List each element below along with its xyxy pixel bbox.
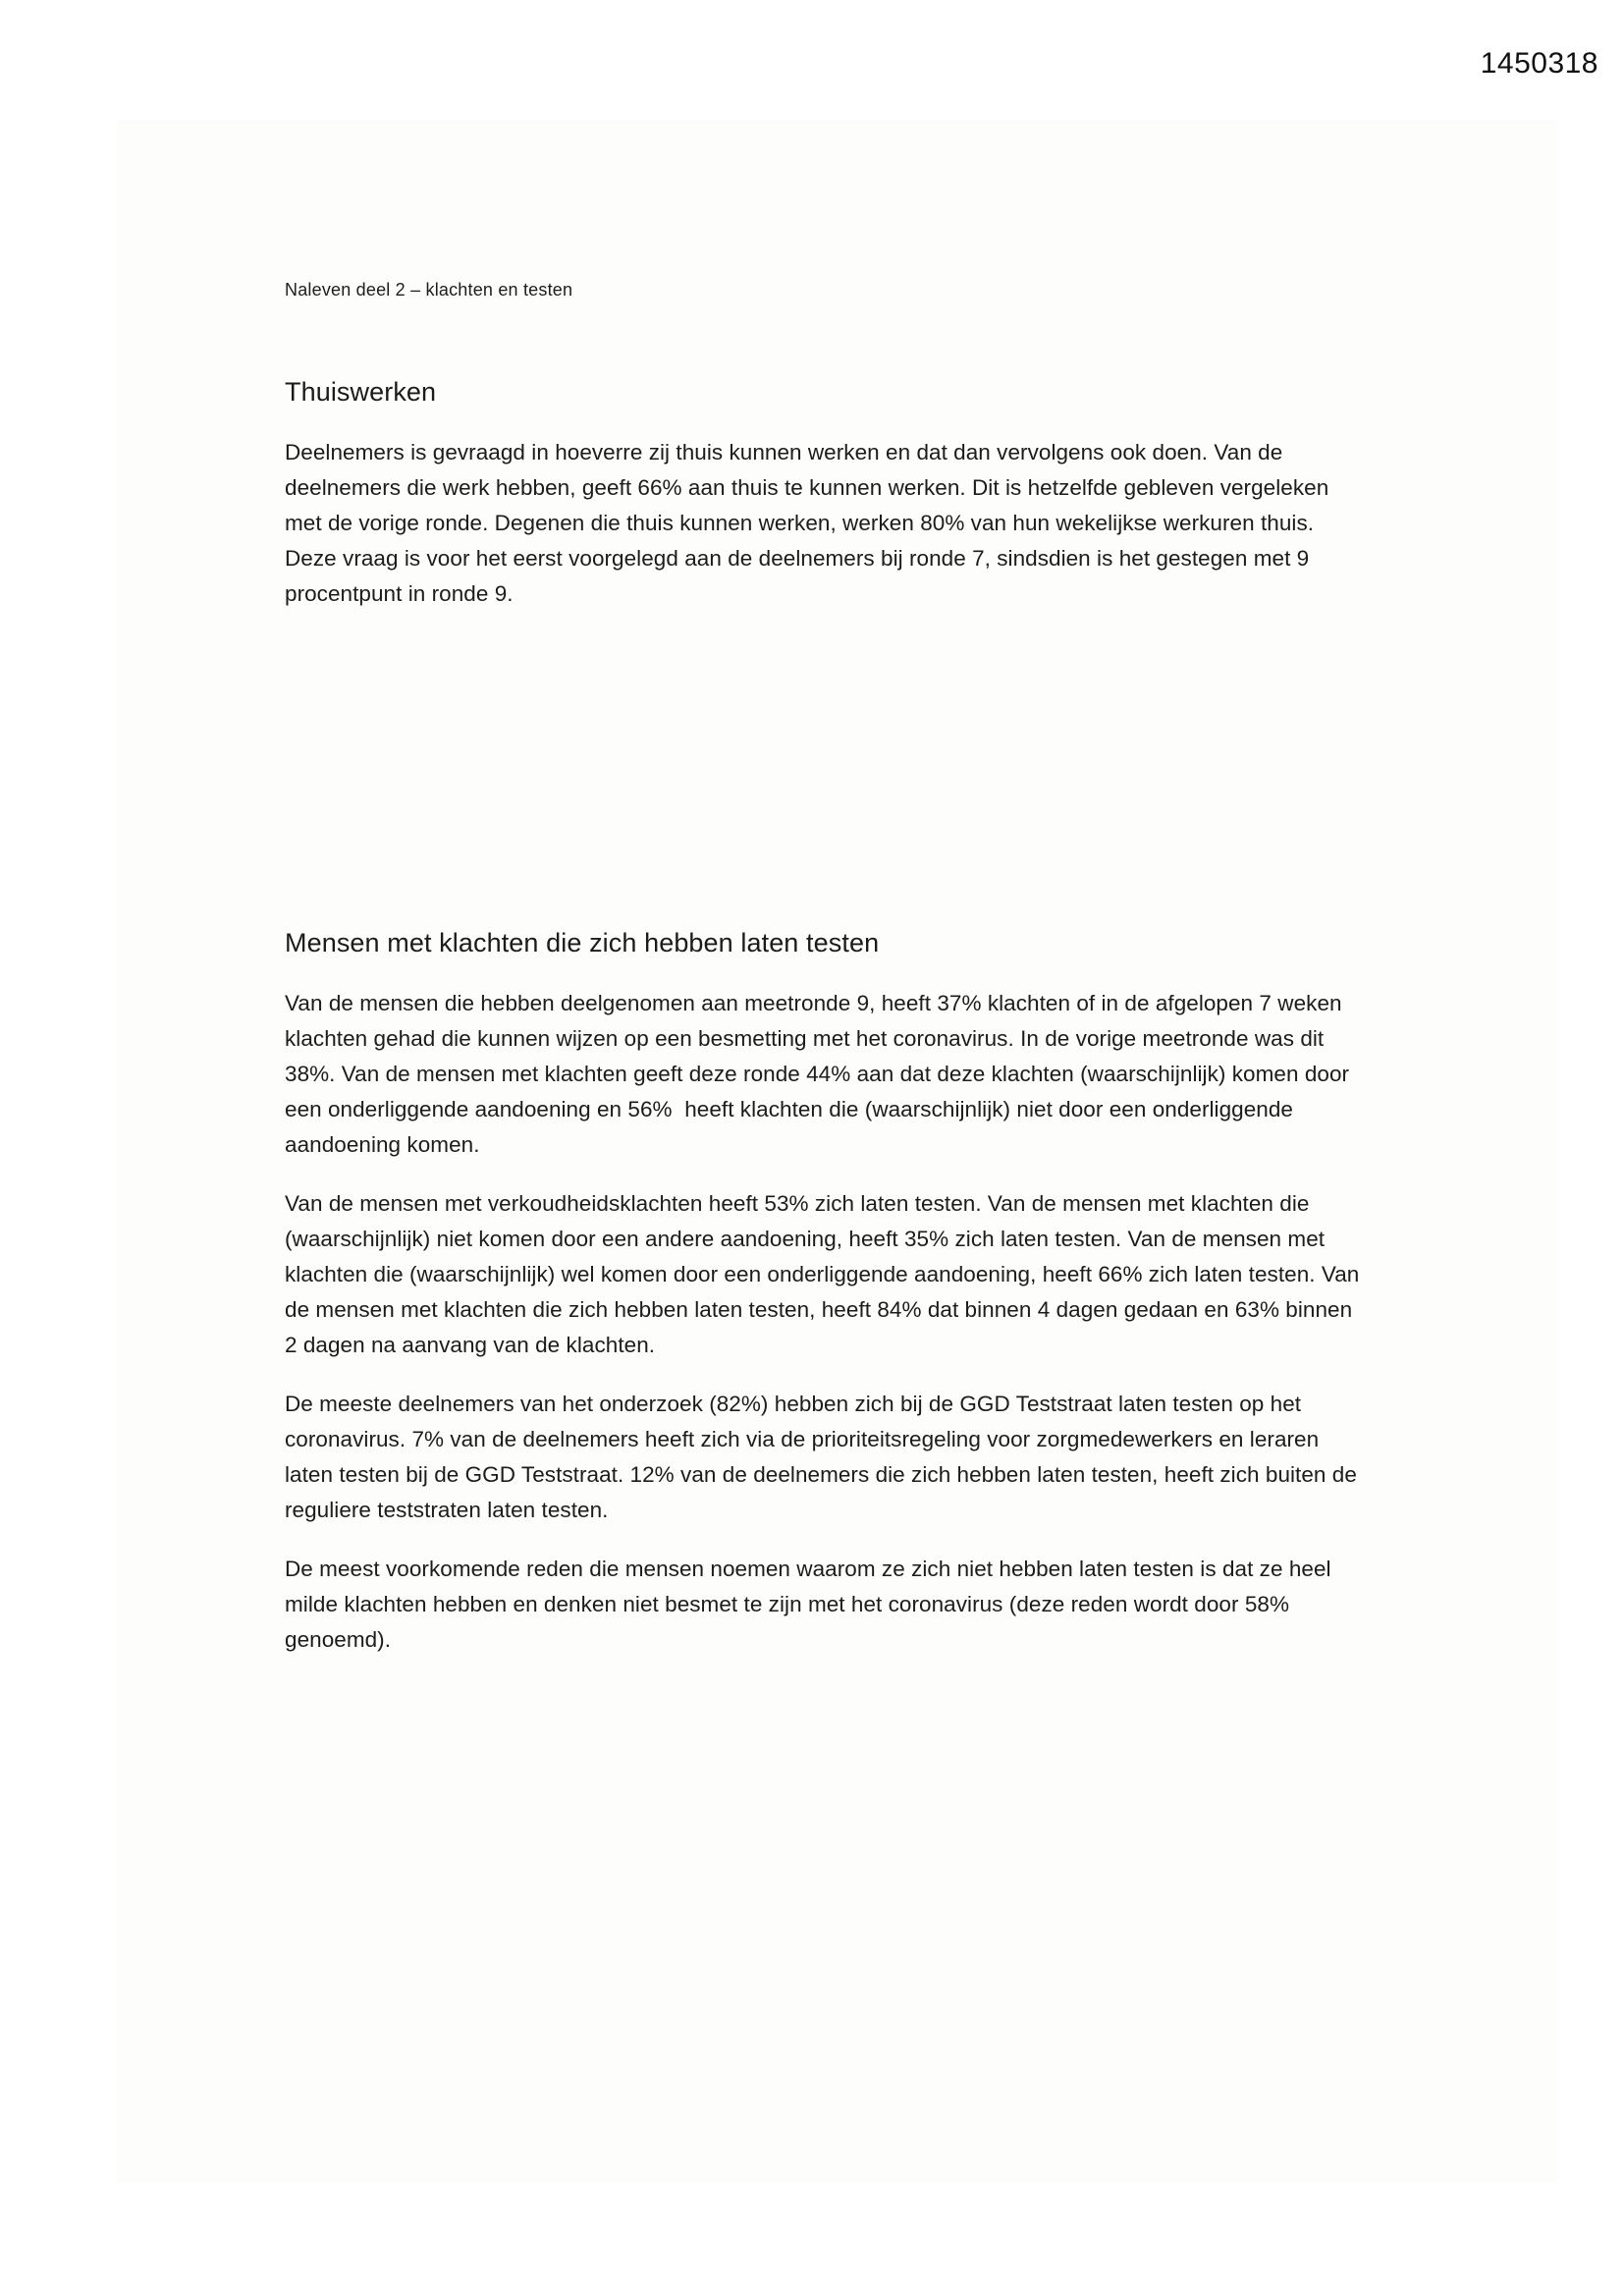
document-scan-id: 1450318: [1480, 47, 1598, 80]
paragraph-klachten-4: De meest voorkomende reden die mensen noemen waarom ze zich niet hebben laten testen is dat ze heel milde klachten hebben en denken niet besmet te zijn met het coronavirus (deze reden wordt door 58% genoemd).: [285, 1557, 1337, 1652]
section-heading-mensen-met-klachten: Mensen met klachten die zich hebben laten testen: [285, 928, 880, 957]
document-content: [285, 187, 1370, 1658]
running-head: Naleven deel 2 – klachten en testen: [285, 280, 573, 300]
paragraph-klachten-3: De meeste deelnemers van het onderzoek (82%) hebben zich bij de GGD Teststraat laten testen op het coronavirus. 7% van de deelnemers heeft zich via de prioriteitsregeling voor zorgmedewerkers en leraren laten testen bij de GGD Teststraat. 12% van de deelnemers die zich hebben laten testen, heeft zich buiten de reguliere teststraten laten testen.: [285, 1392, 1364, 1522]
section-heading-thuiswerken: Thuiswerken: [285, 377, 437, 407]
paragraph-thuiswerken-1: Deelnemers is gevraagd in hoeverre zij thuis kunnen werken en dat dan vervolgens ook doen. Van de deelnemers die werk hebben, geeft 66% aan thuis te kunnen werken. Dit is hetzelfde gebleven vergeleken met de vorige ronde. Degenen die thuis kunnen werken, werken 80% van hun wekelijkse werkuren thuis. Deze vraag is voor het eerst voorgelegd aan de deelnemers bij ronde 7, sindsdien is het gestegen met 9 procentpunt in ronde 9.: [285, 440, 1335, 606]
paragraph-klachten-2: Van de mensen met verkoudheidsklachten heeft 53% zich laten testen. Van de mensen met klachten die (waarschijnlijk) niet komen door een andere aandoening, heeft 35% zich laten testen. Van de mensen met klachten die (waarschijnlijk) wel komen door een onderliggende aandoening, heeft 66% zich laten testen. Van de mensen met klachten die zich hebben laten testen, heeft 84% dat binnen 4 dagen gedaan en 63% binnen 2 dagen na aanvang van de klachten.: [285, 1191, 1366, 1357]
paragraph-klachten-1: Van de mensen die hebben deelgenomen aan meetronde 9, heeft 37% klachten of in de afgelopen 7 weken klachten gehad die kunnen wijzen op een besmetting met het coronavirus. In de vorige meetronde was dit 38%. Van de mensen met klachten geeft deze ronde 44% aan dat deze klachten (waarschijnlijk) komen door een onderliggende aandoening en 56% heeft klachten die (waarschijnlijk) niet door een onderliggende aandoening komen.: [285, 991, 1356, 1157]
